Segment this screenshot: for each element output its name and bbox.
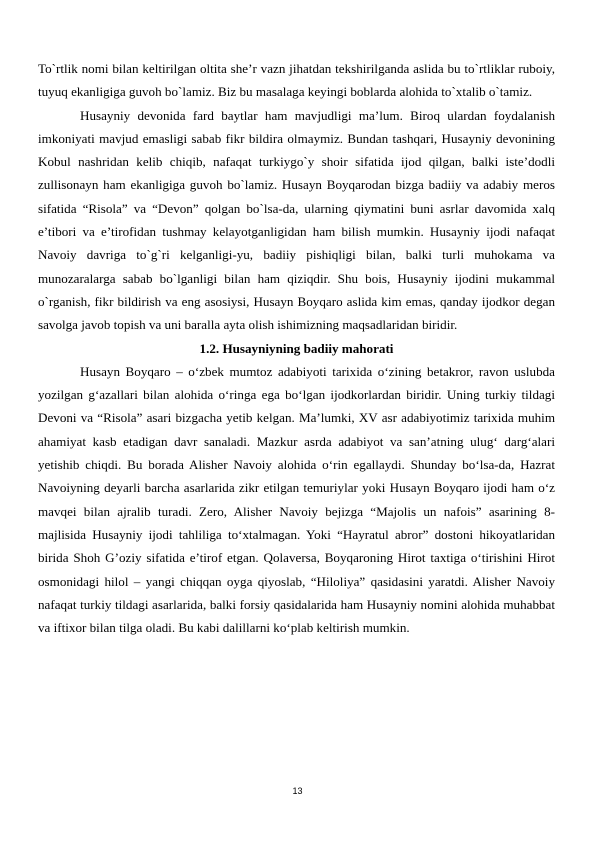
page-number: 13 bbox=[292, 786, 303, 796]
paragraph-artistic-mastery: Husayn Boyqaro – o‘zbek mumtoz adabiyoti tarixida o‘zining betakror, ravon uslubda yozilgan g‘azallari bilan alohida o‘ringa ega bo‘lgan ijodkorlardan biridir. Uning turkiy tildagi Devoni va “Risola” asari bizgacha yetib kelgan. Ma’lumki, XV asr adabiyotimiz tarixida muhim ahamiyat kasb etadigan davr sanaladi. Mazkur asrda adabiyot va san’atning ulug‘ darg‘alari yetishib chiqdi. Bu borada Alisher Navoiy alohida o‘rin egallaydi. Shunday bo‘lsa-da, Hazrat Navoiyning deyarli barcha asarlarida zikr etilgan temuriylar yoki Husayn Boyqaro ijodi ham o‘z mavqei bilan ajralib turadi. Zero, Alisher Navoiy bejizga “Majolis un nafois” asarining 8-majlisida Husayniy ijodi tahliliga to‘xtalmagan. Yoki “Hayratul abror” dostoni hikoyatlaridan birida Shoh G’oziy sifatida e’tirof etgan. Qolaversa, Boyqaroning Hirot taxtiga o‘tirishini Hirot osmonidagi hilol – yangi chiqqan oyga qiyoslab, “Hiloliya” qasidasini yaratdi. Alisher Navoiy nafaqat turkiy tildagi asarlarida, balki forsiy qasidalarida ham Husayniy nomini alohida muhabbat va iftixor bilan tilga oladi. Bu kabi dalillarni ko‘plab keltirish mumkin. bbox=[38, 363, 555, 636]
paragraph-quatrains-meter: To`rtlik nomi bilan keltirilgan oltita she’r vazn jihatdan tekshirilganda aslida bu to`rtliklar ruboiy, tuyuq ekanligiga guvoh bo`lamiz. Biz bu masalaga keyingi boblarda alohida to`xtalib o`tamiz. bbox=[38, 61, 555, 100]
section-heading: 1.2. Husayniyning badiiy mahorati bbox=[199, 340, 394, 356]
paragraph-husayniy-divan: Husayniy devonida fard baytlar ham mavjudligi ma’lum. Biroq ulardan foydalanish imkoniyati mavjud emasligi sabab fikr bildira olmaymiz. Bundan tashqari, Husayniy devonining Kobul nashridan kelib chiqib, nafaqat turkiygo`y shoir sifatida ijod qilgan, balki iste’dodli zullisonayn ham ekanligiga guvoh bo`lamiz. Husayn Boyqarodan bizga badiiy va adabiy meros sifatida “Risola” va “Devon” qolgan bo`lsa-da, ularning qiymatini buni asrlar davomida xalq e’tibori va e’tirofidan tushmay kelayotganligidan ham bilish mumkin. Husayniy ijodi nafaqat Navoiy davriga to`g`ri kelganligi-yu, badiiy pishiqligi bilan, balki turli muhokama va munozaralarga sabab bo`lganligi bilan ham qiziqdir. Shu bois, Husayniy ijodini mukammal o`rganish, fikr bildirish va eng asosiysi, Husayn Boyqaro aslida kim emas, qanday ijodkor degan savolga javob topish va uni baralla ayta olish ishimizning maqsadlaridan biridir. bbox=[38, 107, 555, 333]
body-text bbox=[38, 57, 555, 639]
